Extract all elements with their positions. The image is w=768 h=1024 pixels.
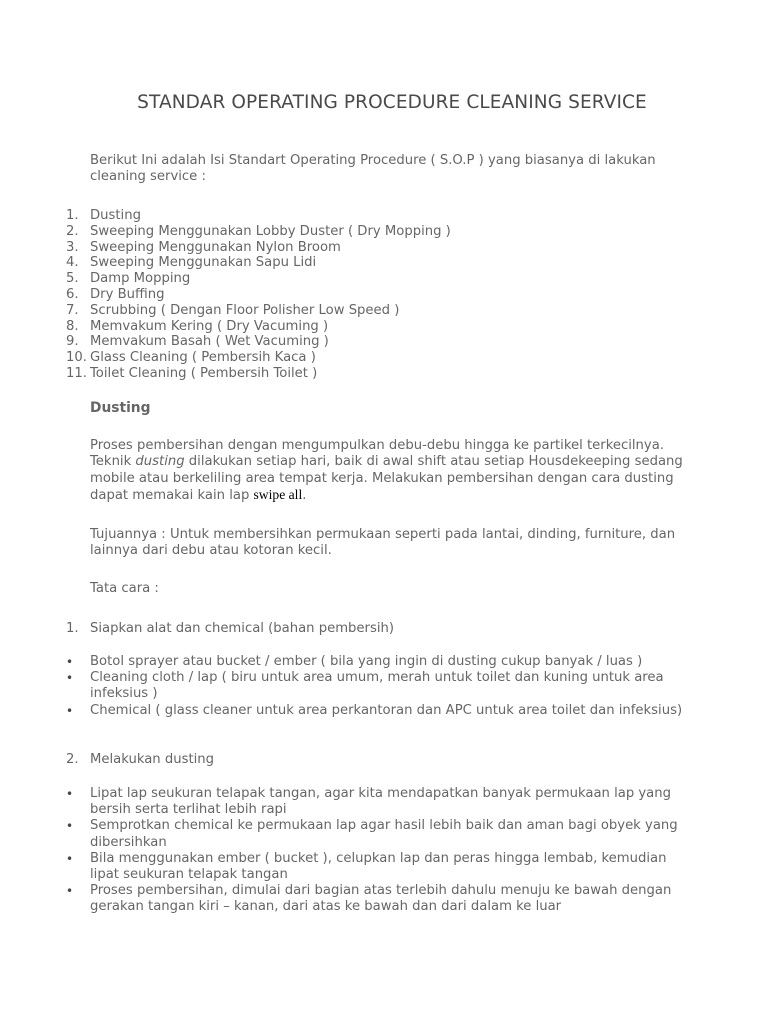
step-label: Melakukan dusting xyxy=(90,752,215,767)
step-number: 2. xyxy=(66,752,79,767)
list-item xyxy=(66,287,686,303)
list-label: Scrubbing ( Dengan Floor Polisher Low Speed ) xyxy=(90,302,400,318)
purpose-paragraph: Tujuannya : Untuk membersihkan permukaan seperti pada lantai, dinding, furniture, dan lainnya dari debu atau kotoran kecil. xyxy=(90,527,676,559)
list-number: 9. xyxy=(66,334,79,350)
procedure-list xyxy=(66,208,686,382)
list-number: 5. xyxy=(66,271,79,287)
list-number: 2. xyxy=(66,223,79,239)
list-number: 4. xyxy=(66,255,79,271)
list-item xyxy=(66,208,686,224)
list-item xyxy=(66,240,686,256)
procedure-label: Tata cara : xyxy=(90,581,159,596)
list-label: Dusting xyxy=(90,208,141,223)
list-item xyxy=(66,366,686,382)
list-item xyxy=(66,224,686,240)
document-title: STANDAR OPERATING PROCEDURE CLEANING SERVICE xyxy=(137,92,647,113)
dusting-description xyxy=(90,438,690,505)
dusting-emphasis: dusting xyxy=(135,454,185,470)
list-number: 7. xyxy=(66,302,79,318)
list-number: 11. xyxy=(66,365,87,381)
bullet-item: • Bila menggunakan ember ( bucket ), celupkan lap dan peras hingga lembab, kemudian lipat seukuran telapak tangan xyxy=(66,851,686,883)
list-number: 10. xyxy=(66,350,87,366)
list-number: 1. xyxy=(66,208,79,223)
list-item xyxy=(66,255,686,271)
list-label: Sweeping Menggunakan Nylon Broom xyxy=(90,239,341,255)
list-label: Sweeping Menggunakan Sapu Lidi xyxy=(90,255,317,271)
list-number: 6. xyxy=(66,286,79,302)
list-item xyxy=(66,319,686,335)
list-label: Damp Mopping xyxy=(90,271,191,287)
dusting-text-end: . xyxy=(302,488,307,504)
bullet-item: • Chemical ( glass cleaner untuk area perkantoran dan APC untuk area toilet dan infeksius) xyxy=(66,703,686,719)
list-item xyxy=(66,334,686,350)
step-number: 1. xyxy=(66,621,79,636)
intro-paragraph: Berikut Ini adalah Isi Standart Operating Procedure ( S.O.P ) yang biasanya di lakukan cleaning service : xyxy=(90,153,656,185)
list-item xyxy=(66,271,686,287)
bullet-item: • Cleaning cloth / lap ( biru untuk area umum, merah untuk toilet dan kuning untuk area infeksius ) xyxy=(66,670,686,702)
bullet-item: • Lipat lap seukuran telapak tangan, agar kita mendapatkan banyak permukaan lap yang bersih serta terlihat lebih rapi xyxy=(66,786,686,818)
list-number: 3. xyxy=(66,239,79,255)
bullet-item: • Proses pembersihan, dimulai dari bagian atas terlebih dahulu menuju ke bawah dengan gerakan tangan kiri – kanan, dari atas ke bawah dan dari dalam ke luar xyxy=(66,883,686,915)
list-label: Dry Buffing xyxy=(90,286,165,302)
list-item xyxy=(66,303,686,319)
section-heading-dusting: Dusting xyxy=(90,400,151,416)
list-label: Glass Cleaning ( Pembersih Kaca ) xyxy=(90,350,316,366)
list-label: Toilet Cleaning ( Pembersih Toilet ) xyxy=(90,365,318,381)
step-label: Siapkan alat dan chemical (bahan pembersih) xyxy=(90,621,394,636)
dusting-text-middle: dilakukan setiap hari, baik di awal shift atau setiap Housdekeeping sedang mobile atau berkeliling area tempat kerja. Melakukan pembersihan dengan cara dusting dapat memakai kain lap xyxy=(90,454,683,504)
step-2-bullets xyxy=(66,786,686,916)
swipe-all-text: swipe all xyxy=(253,487,303,503)
list-label: Sweeping Menggunakan Lobby Duster ( Dry Mopping ) xyxy=(90,223,451,239)
dusting-text-start: Proses pembersihan dengan mengumpulkan debu-debu hingga ke partikel terkecilnya. Teknik xyxy=(90,438,664,470)
bullet-item: • Botol sprayer atau bucket / ember ( bila yang ingin di dusting cukup banyak / luas ) xyxy=(66,654,686,670)
step-1-bullets xyxy=(66,654,686,719)
list-label: Memvakum Kering ( Dry Vacuming ) xyxy=(90,318,329,334)
bullet-item: • Semprotkan chemical ke permukaan lap agar hasil lebih baik dan aman bagi obyek yang dibersihkan xyxy=(66,818,686,850)
list-item xyxy=(66,350,686,366)
list-number: 8. xyxy=(66,318,79,334)
list-label: Memvakum Basah ( Wet Vacuming ) xyxy=(90,334,329,350)
